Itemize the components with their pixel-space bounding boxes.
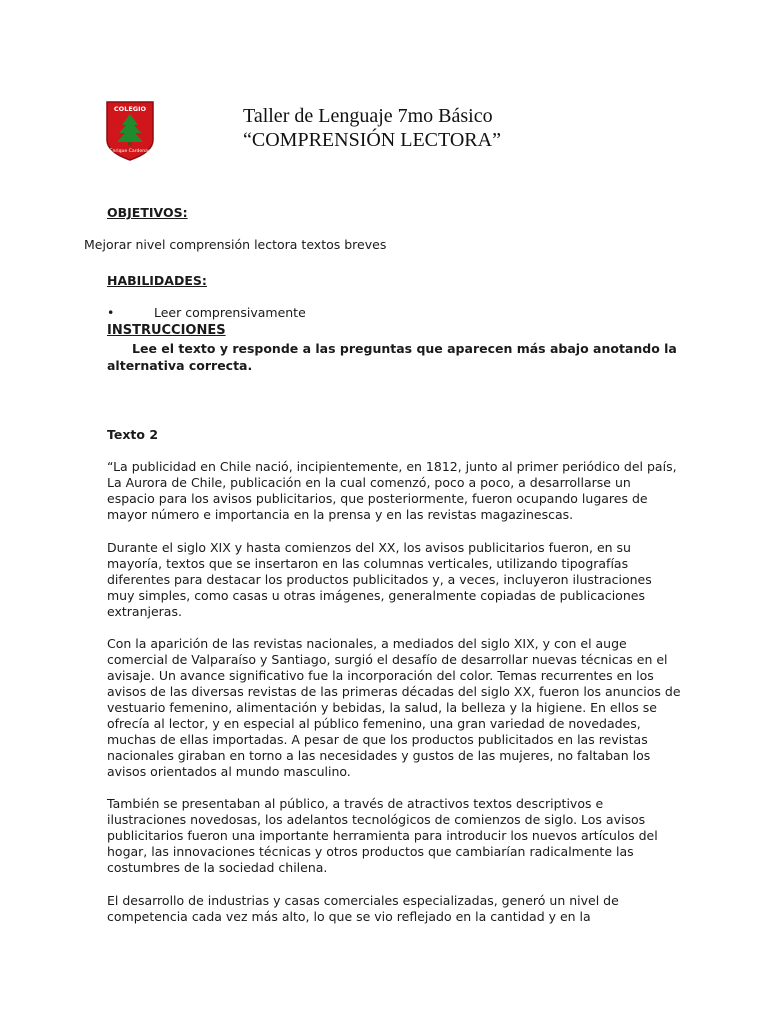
objetivos-text: Mejorar nivel comprensión lectora textos breves [84,237,387,252]
habilidades-heading: HABILIDADES: [107,273,207,288]
paragraph-4: También se presentaban al público, a través de atractivos textos descriptivos e ilustraciones novedosas, los adelantos tecnológicos de comienzos de siglo. Los avisos publicitarios fueron una importante herramienta para introducir los nuevos artículos del hogar, las innovaciones técnicas y otros productos que cambiarían radicalmente las costumbres de la sociedad chilena. [107,796,658,875]
paragraph-5: El desarrollo de industrias y casas comerciales especializadas, generó un nivel de competencia cada vez más alto, lo que se vio reflejado en la cantidad y en la [107,893,619,924]
paragraph-2: Durante el siglo XIX y hasta comienzos del XX, los avisos publicitarios fueron, en su mayoría, textos que se insertaron en las columnas verticales, utilizando tipografías diferentes para destacar los productos publicitados y, a veces, incluyeron ilustraciones muy simples, como casas u otras imágenes, generalmente copiadas de publicaciones extranjeras. [107,540,652,619]
shield-icon [105,100,155,162]
title-line-2: “COMPRENSIÓN LECTORA” [243,129,501,151]
bullet-icon: • [107,305,115,320]
paragraph-3: Con la aparición de las revistas nacionales, a mediados del siglo XIX, y con el auge comercial de Valparaíso y Santiago, surgió el desafío de desarrollar nuevas técnicas en el avisaje. Un avance significativo fue la incorporación del color. Temas recurrentes en los avisos de las diversas revistas de las primeras décadas del siglo XX, fueron los anuncios de vestuario femenino, alimentación y bebidas, la salud, la belleza y la higiene. En ellos se ofrecía al lector, y en especial al público femenino, una gran variedad de novedades, muchas de ellas importadas. A pesar de que los productos publicitados en las revistas nacionales giraban en torno a las necesidades y gustos de las mujeres, no faltaban los avisos orientados al mundo masculino. [107,636,681,779]
habilidades-item-text: Leer comprensivamente [154,305,306,320]
texto-label: Texto 2 [107,427,159,442]
document-title [243,104,501,152]
instrucciones-text: Lee el texto y responde a las preguntas que aparecen más abajo anotando la alternativa correcta. [107,341,677,373]
paragraph-1: “La publicidad en Chile nació, incipientemente, en 1812, junto al primer periódico del país, La Aurora de Chile, publicación en la cual comenzó, poco a poco, a desarrollarse un espacio para los avisos publicitarios, que posteriormente, fueron ocupando lugares de mayor número e importancia en la prensa y en las revistas magazinescas. [107,459,677,522]
school-logo [105,100,155,162]
logo-bottom-text: Enrique Cardenas [109,149,151,154]
logo-top-text: COLEGIO [113,105,147,113]
title-line-1: Taller de Lenguaje 7mo Básico [243,105,493,127]
instrucciones-heading: INSTRUCCIONES [107,323,226,338]
objetivos-heading: OBJETIVOS: [107,205,188,220]
